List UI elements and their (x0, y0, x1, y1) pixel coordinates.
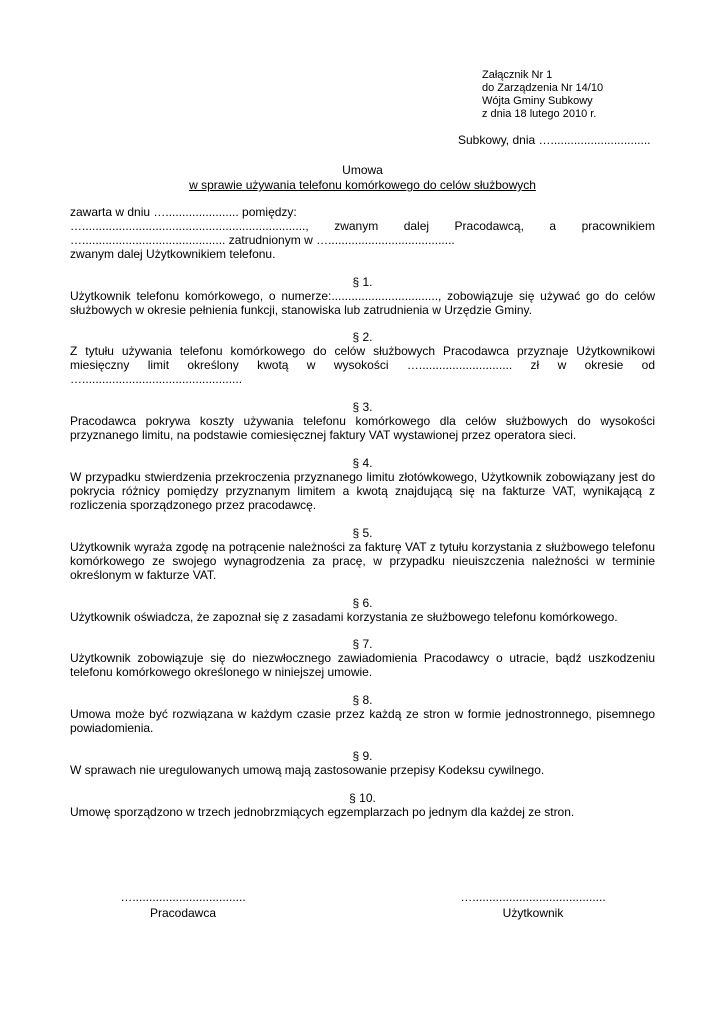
section-text: Z tytułu używania telefonu komórkowego do celów służbowych Pracodawca przyznaje Użytkownikowi miesięczny limit określony kwotą w wysokości …............................ zł w okresie od …................................................ (70, 344, 655, 386)
signature-line: ….................................. (120, 890, 246, 904)
intro-word: zwanym (334, 219, 379, 233)
section-5 (70, 526, 655, 582)
section-text: W przypadku stwierdzenia przekroczenia przyznanego limitu złotówkowego, Użytkownik zobowiązany jest do pokrycia różnicy pomiędzy przyznanym limitem a kwotą znajdującą się na fakturze VAT, wynikającą z rozliczenia sporządzonego przez pracodawcę. (70, 470, 655, 512)
section-number: § 8. (352, 693, 373, 707)
section-6 (70, 596, 655, 624)
section-2 (70, 330, 655, 386)
signature-label: Użytkownik (502, 906, 564, 920)
place-date: Subkowy, dnia ….............................. (458, 133, 651, 147)
section-text: Pracodawca pokrywa koszty używania telefonu komórkowego dla celów służbowych do wysokości przyznanego limitu, na podstawie comiesięcznej faktury VAT wystawionej przez operatora sieci. (70, 414, 655, 442)
intro-line-4: zwanym dalej Użytkownikiem telefonu. (70, 247, 276, 261)
user-signature (458, 890, 608, 920)
section-number: § 9. (352, 749, 373, 763)
section-text: W sprawach nie uregulowanych umową mają zastosowanie przepisy Kodeksu cywilnego. (70, 763, 545, 777)
document-subtitle: w sprawie używania telefonu komórkowego do celów służbowych (189, 178, 536, 192)
intro-word: a (549, 219, 557, 233)
section-number: § 6. (352, 596, 373, 610)
section-text: Użytkownik oświadcza, że zapoznał się z zasadami korzystania ze służbowego telefonu komórkowego. (70, 610, 618, 624)
intro-line-2 (70, 219, 655, 233)
header-line-4: z dnia 18 lutego 2010 r. (482, 108, 597, 120)
section-number: § 7. (352, 637, 373, 651)
section-number: § 4. (352, 456, 373, 470)
document-title: Umowa (342, 163, 383, 177)
section-text: Użytkownik telefonu komórkowego, o numerze:................................, zobowiązuje się używać go do celów służbowych w okresie pełnienia funkcji, stanowiska lub zatrudnienia w Urzędzie Gminy. (70, 289, 655, 317)
intro-block (70, 205, 655, 261)
intro-word: pracownikiem (581, 219, 655, 233)
intro-word: Pracodawcą, (454, 219, 524, 233)
section-8 (70, 693, 655, 735)
header-line-3: Wójta Gminy Subkowy (482, 95, 593, 107)
employer-signature (118, 890, 248, 920)
section-10 (70, 791, 655, 819)
section-text: Umowę sporządzono w trzech jednobrzmiących egzemplarzach po jednym dla każdej ze stron. (70, 805, 575, 819)
section-number: § 1. (352, 275, 373, 289)
section-4 (70, 456, 655, 512)
section-3 (70, 400, 655, 442)
intro-word: dalej (403, 219, 430, 233)
section-number: § 10. (349, 791, 376, 805)
annex-header (482, 69, 603, 121)
intro-dots: …..................................................................., (70, 219, 309, 233)
intro-line-3: …........................................... zatrudnionym w …...................................... (70, 233, 455, 247)
section-text: Użytkownik zobowiązuje się do niezwłocznego zawiadomienia Pracodawcy o utracie, bądź uszkodzeniu telefonu komórkowego określonego w niniejszej umowie. (70, 651, 655, 679)
header-line-2: do Zarządzenia Nr 14/10 (482, 82, 604, 94)
section-number: § 3. (352, 400, 373, 414)
intro-line-1: zawarta w dniu …...................... pomiędzy: (70, 205, 297, 219)
section-9 (70, 749, 655, 777)
section-number: § 5. (352, 526, 373, 540)
signature-label: Pracodawca (149, 906, 217, 920)
section-7 (70, 637, 655, 679)
section-1 (70, 275, 655, 317)
section-number: § 2. (352, 330, 373, 344)
signature-line: …........................................ (460, 890, 606, 904)
header-line-1: Załącznik Nr 1 (482, 69, 553, 81)
section-text: Użytkownik wyraża zgodę na potrącenie należności za fakturę VAT z tytułu korzystania z służbowego telefonu komórkowego ze swojego wynagrodzenia za pracę, w przypadku nieuiszczenia należności w terminie określonym w fakturze VAT. (70, 540, 655, 582)
section-text: Umowa może być rozwiązana w każdym czasie przez każdą ze stron w formie jednostronnego, pisemnego powiadomienia. (70, 707, 655, 735)
